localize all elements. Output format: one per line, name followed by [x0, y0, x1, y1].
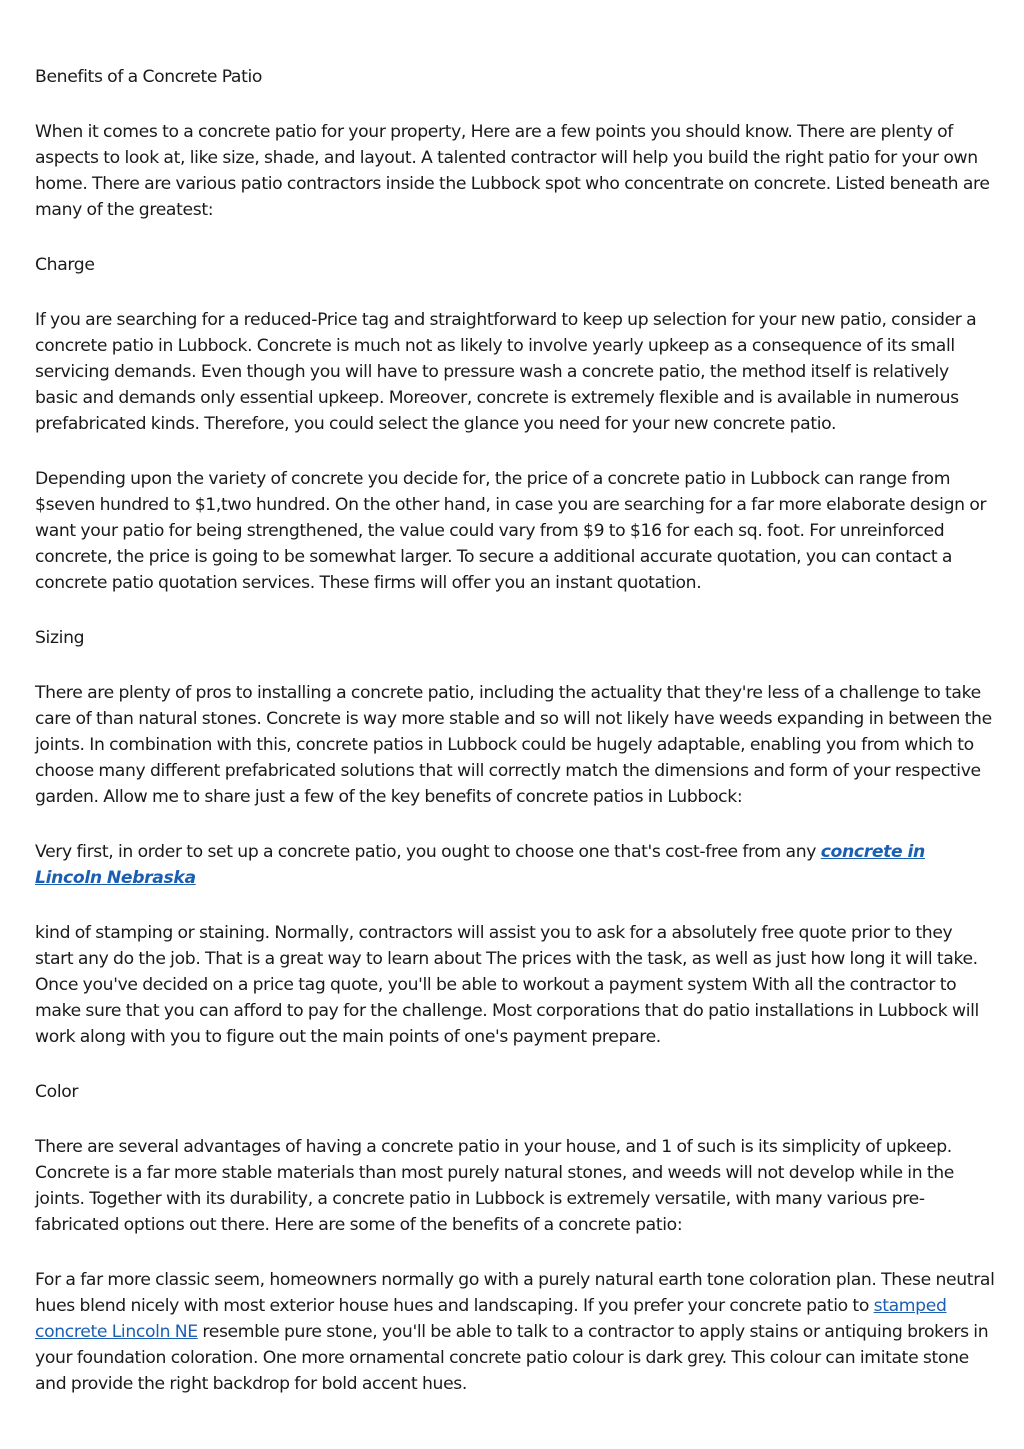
- sizing-paragraph-3: kind of stamping or staining. Normally, contractors will assist you to ask for a absolutely free quote prior to they start any do the job. That is a great way to learn about The prices with the task, as well as just how long it will take. Once you've decided on a price tag quote, you'll be able to workout a payment system With all the contractor to make sure that you can afford to pay for the challenge. Most corporations that do patio installations in Lubbock will work along with you to figure out the main points of one's payment prepare.: [35, 923, 979, 1047]
- section-heading-sizing: Sizing: [35, 628, 85, 648]
- intro-paragraph: When it comes to a concrete patio for your property, Here are a few points you should know. There are plenty of aspects to look at, like size, shade, and layout. A talented contractor will help you build the right patio for your own home. There are various patio contractors inside the Lubbock spot who concentrate on concrete. Listed beneath are many of the greatest:: [35, 122, 990, 220]
- color-paragraph-2-text-before: For a far more classic seem, homeowners normally go with a purely natural earth tone coloration plan. These neutral hues blend nicely with most exterior house hues and landscaping. If you prefer your concrete patio to: [35, 1270, 995, 1316]
- concrete-lincoln-nebraska-link[interactable]: concrete in Lincoln Nebraska: [35, 842, 925, 888]
- color-paragraph-2-text-after: resemble pure stone, you'll be able to talk to a contractor to apply stains or antiquing brokers in your foundation coloration. One more ornamental concrete patio colour is dark grey. This colour can imitate stone and provide the right backdrop for bold accent hues.: [35, 1322, 989, 1394]
- section-heading-charge: Charge: [35, 255, 95, 275]
- charge-paragraph-2: Depending upon the variety of concrete you decide for, the price of a concrete patio in Lubbock can range from $seven hundred to $1,two hundred. On the other hand, in case you are searching for a far more elaborate design or want your patio for being strengthened, the value could vary from $9 to $16 for each sq. foot. For unreinforced concrete, the price is going to be somewhat larger. To secure a additional accurate quotation, you can contact a concrete patio quotation services. These firms will offer you an instant quotation.: [35, 469, 987, 593]
- sizing-paragraph-1: There are plenty of pros to installing a concrete patio, including the actuality that they're less of a challenge to take care of than natural stones. Concrete is way more stable and so will not likely have weeds expanding in between the joints. In combination with this, concrete patios in Lubbock could be hugely adaptable, enabling you from which to choose many different prefabricated solutions that will correctly match the dimensions and form of your respective garden. Allow me to share just a few of the key benefits of concrete patios in Lubbock:: [35, 683, 992, 807]
- color-paragraph-2: [35, 1267, 995, 1397]
- sizing-paragraph-2-text: Very first, in order to set up a concrete patio, you ought to choose one that's cost-free from any: [35, 842, 821, 862]
- charge-paragraph-1: If you are searching for a reduced-Price tag and straightforward to keep up selection for your new patio, consider a concrete patio in Lubbock. Concrete is much not as likely to involve yearly upkeep as a consequence of its small servicing demands. Even though you will have to pressure wash a concrete patio, the method itself is relatively basic and demands only essential upkeep. Moreover, concrete is extremely flexible and is available in numerous prefabricated kinds. Therefore, you could select the glance you need for your new concrete patio.: [35, 310, 977, 434]
- color-paragraph-1: There are several advantages of having a concrete patio in your house, and 1 of such is its simplicity of upkeep. Concrete is a far more stable materials than most purely natural stones, and weeds will not develop while in the joints. Together with its durability, a concrete patio in Lubbock is extremely versatile, with many various pre-fabricated options out there. Here are some of the benefits of a concrete patio:: [35, 1137, 955, 1235]
- sizing-paragraph-2: [35, 839, 995, 891]
- stamped-concrete-link[interactable]: stamped concrete Lincoln NE: [35, 1296, 947, 1342]
- page-title: Benefits of a Concrete Patio: [35, 67, 263, 87]
- document-body: [35, 64, 995, 1426]
- section-heading-color: Color: [35, 1082, 79, 1102]
